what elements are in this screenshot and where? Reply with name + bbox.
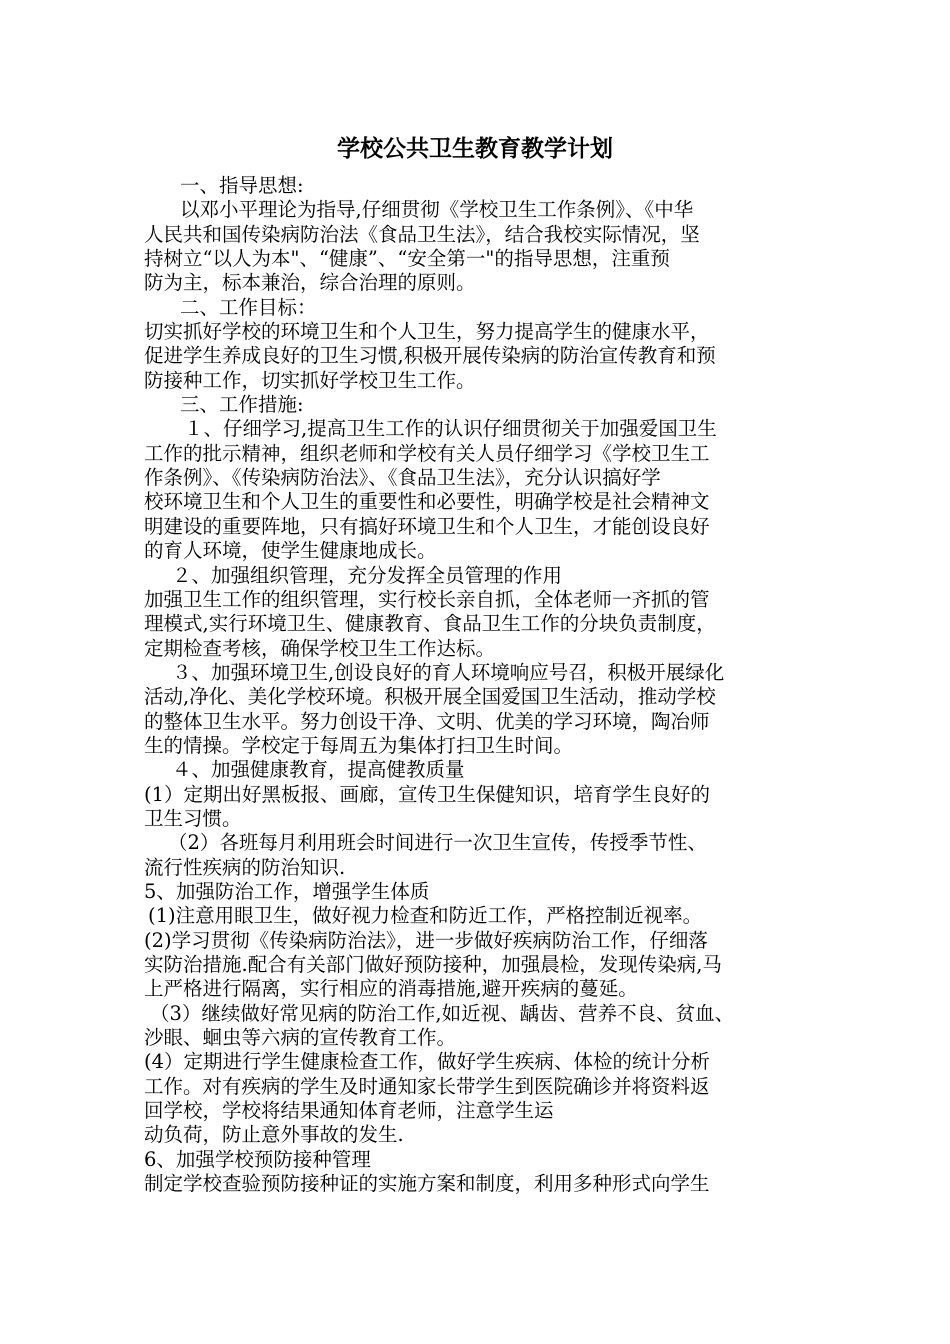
document-body: [144, 174, 824, 1196]
subsection-heading: ２、加强组织管理，充分发挥全员管理的作用: [172, 563, 563, 587]
paragraph-line: (1)注意用眼卫生，做好视力检查和防近工作，严格控制近视率。: [148, 904, 703, 928]
document-title: 学校公共卫生教育教学计划: [337, 135, 613, 162]
paragraph-line: 明建设的重要阵地，只有搞好环境卫生和个人卫生，才能创设良好: [144, 514, 710, 538]
subsection-heading: 6、加强学校预防接种管理: [144, 1147, 371, 1171]
paragraph-line: １、仔细学习,提高卫生工作的认识仔细贯彻关于加强爱国卫生: [184, 417, 717, 441]
section-heading-work-goals: 二、工作目标：: [180, 295, 317, 319]
paragraph-line: （3）继续做好常见病的防治工作,如近视、龋齿、营养不良、贫血、: [150, 1001, 735, 1025]
paragraph-line: 理模式,实行环境卫生、健康教育、食品卫生工作的分块负责制度，: [144, 612, 716, 636]
paragraph-line: (4）定期进行学生健康检查工作，做好学生疾病、体检的统计分析: [144, 1050, 711, 1074]
subsection-heading: ４、加强健康教育，提高健教质量: [172, 758, 465, 782]
paragraph-line: 动负荷，防止意外事故的发生.: [144, 1123, 404, 1147]
paragraph-line: (1）定期出好黑板报、画廊，宣传卫生保健知识，培育学生良好的: [144, 782, 711, 806]
paragraph-line: （2）各班每月利用班会时间进行一次卫生宣传，传授季节性、: [168, 831, 707, 855]
paragraph-line: 持树立“以人为本"、“健康”、“安全第一"的指导思想，注重预: [144, 247, 670, 271]
paragraph-line: 活动,净化、美化学校环境。积极开展全国爱国卫生活动，推动学校: [144, 685, 716, 709]
paragraph-line: 校环境卫生和个人卫生的重要性和必要性，明确学校是社会精神文: [144, 490, 710, 514]
paragraph-line: 工作的批示精神，组织老师和学校有关人员仔细学习《学校卫生工: [144, 441, 710, 465]
subsection-heading: 5、加强防治工作，增强学生体质: [144, 879, 430, 903]
paragraph-line: 工作。对有疾病的学生及时通知家长带学生到医院确诊并将资料返: [144, 1074, 710, 1098]
paragraph-line: 制定学校查验预防接种证的实施方案和制度，利用多种形式向学生: [144, 1172, 710, 1196]
paragraph-line: 促进学生养成良好的卫生习惯,积极开展传染病的防治宣传教育和预: [144, 344, 716, 368]
paragraph-line: 实防治措施.配合有关部门做好预防接种，加强晨检，发现传染病,马: [144, 953, 722, 976]
section-heading-guiding-thought: 一、指导思想:: [180, 174, 304, 197]
paragraph-line: 加强卫生工作的组织管理，实行校长亲自抓，全体老师一齐抓的管: [144, 587, 710, 611]
paragraph-line: 的整体卫生水平。努力创设干净、文明、优美的学习环境，陶冶师: [144, 709, 710, 733]
paragraph-line: 防接种工作，切实抓好学校卫生工作。: [144, 368, 476, 392]
paragraph-line: 上严格进行隔离，实行相应的消毒措施,避开疾病的蔓延。: [144, 977, 638, 1001]
paragraph-line: (2)学习贯彻《传染病防治法》，进一步做好疾病防治工作，仔细落: [144, 928, 708, 952]
paragraph-line: 的育人环境，使学生健康地成长。: [144, 539, 437, 563]
paragraph-line: 切实抓好学校的环境卫生和个人卫生，努力提高学生的健康水平，: [144, 320, 710, 344]
paragraph-line: 卫生习惯。: [144, 806, 242, 830]
paragraph-line: 流行性疾病的防治知识.: [144, 855, 346, 879]
paragraph-line: 人民共和国传染病防治法《食品卫生法》，结合我校实际情况，坚: [144, 222, 700, 246]
paragraph-line: 回学校，学校将结果通知体育老师，注意学生运: [144, 1099, 554, 1123]
paragraph-line: 防为主，标本兼治，综合治理的原则。: [144, 271, 476, 295]
paragraph-line: ３、加强环境卫生,创设良好的育人环境响应号召，积极开展绿化: [172, 660, 725, 684]
paragraph-line: 沙眼、蛔虫等六病的宣传教育工作。: [144, 1026, 457, 1050]
section-heading-work-measures: 三、工作措施:: [180, 393, 304, 417]
paragraph-line: 定期检查考核，确保学校卫生工作达标。: [144, 636, 496, 660]
paragraph-line: 作条例》、《传染病防治法》、《食品卫生法》，充分认识搞好学: [144, 466, 661, 490]
paragraph-line: 以邓小平理论为指导,仔细贯彻《学校卫生工作条例》、《中华: [180, 198, 694, 222]
paragraph-line: 生的情操。学校定于每周五为集体打扫卫生时间。: [144, 733, 574, 757]
